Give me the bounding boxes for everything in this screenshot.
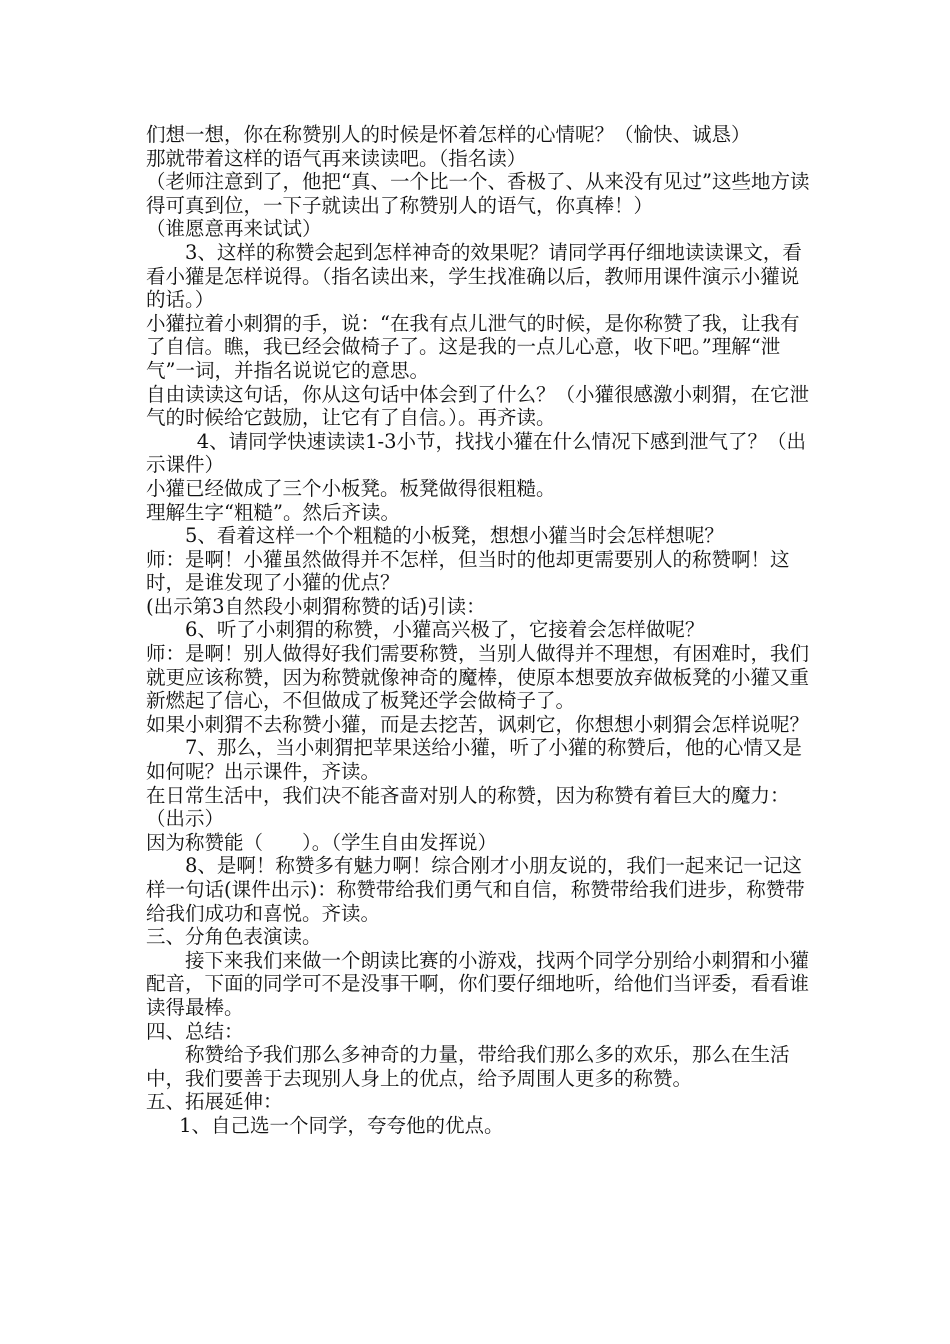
paragraph-10: 理解生字“粗糙”。然后齐读。 bbox=[146, 500, 400, 524]
paragraph-21: 接下来我们来做一个朗读比赛的小游戏，找两个同学分别给小刺猬和小獾配音，下面的同学可不是没事干啊，你们要仔细地听，给他们当评委，看看谁读得最棒。 bbox=[146, 948, 810, 1019]
paragraph-3: （老师注意到了，他把“真、一个比一个、香极了、从来没有见过”这些地方读得可真到位，一下子就读出了称赞别人的语气，你真棒！） bbox=[146, 170, 810, 217]
paragraph-20: 8、是啊！称赞多有魅力啊！综合刚才小朋友说的，我们一起来记一记这样一句话(课件出示)：称赞带给我们勇气和自信，称赞带给我们进步，称赞带给我们成功和喜悦。齐读。 bbox=[146, 854, 805, 925]
paragraph-18: 在日常生活中，我们决不能吝啬对别人的称赞，因为称赞有着巨大的魔力：（出示） bbox=[146, 783, 790, 831]
paragraph-2: 那就带着这样的语气再来读读吧。（指名读） bbox=[146, 146, 527, 170]
section-heading-5: 五、拓展延伸： bbox=[146, 1090, 283, 1114]
paragraph-22: 称赞给予我们那么多神奇的力量，带给我们那么多的欢乐，那么在生活中，我们要善于去现别人身上的优点，给予周围人更多的称赞。 bbox=[146, 1043, 790, 1090]
paragraph-19: 因为称赞能（ ）。（学生自由发挥说） bbox=[146, 830, 498, 854]
paragraph-14: 6、听了小刺猬的称赞，小獾高兴极了，它接着会怎样做呢？ bbox=[185, 618, 705, 642]
paragraph-5: 3、这样的称赞会起到怎样神奇的效果呢？请同学再仔细地读读课文，看看小獾是怎样说得。（指名读出来，学生找准确以后，教师用课件演示小獾说的话。） bbox=[146, 240, 802, 312]
paragraph-6: 小獾拉着小刺猬的手，说：“在我有点儿泄气的时候，是你称赞了我，让我有了自信。瞧，我已经会做椅子了。这是我的一点儿心意，收下吧。”理解“泄气”一词，并指名说说它的意思。 bbox=[146, 311, 800, 382]
paragraph-11: 5、看着这样一个个粗糙的小板凳，想想小獾当时会怎样想呢？ bbox=[185, 524, 724, 548]
paragraph-13: (出示第3自然段小刺猬称赞的话)引读： bbox=[146, 594, 486, 618]
paragraph-7: 自由读读这句话，你从这句话中体会到了什么？（小獾很感激小刺猬，在它泄气的时候给它鼓励，让它有了自信。）。再齐读。 bbox=[146, 382, 810, 430]
paragraph-9: 小獾已经做成了三个小板凳。板凳做得很粗糙。 bbox=[146, 476, 556, 500]
paragraph-15: 师：是啊！别人做得好我们需要称赞，当别人做得并不理想，有困难时，我们就更应该称赞，因为称赞就像神奇的魔棒，使原本想要放弃做板凳的小獾又重新燃起了信心，不但做成了板凳还学会做椅子了。 bbox=[146, 642, 810, 713]
paragraph-1: 们想一想，你在称赞别人的时候是怀着怎样的心情呢？（愉快、诚恳） bbox=[146, 123, 751, 146]
paragraph-4: （谁愿意再来试试） bbox=[146, 217, 322, 241]
paragraph-8: 4、请同学快速读读1-3小节，找找小獾在什么情况下感到泄气了？（出示课件） bbox=[146, 429, 806, 477]
paragraph-12: 师：是啊！小獾虽然做得并不怎样，但当时的他却更需要别人的称赞啊！这时，是谁发现了小獾的优点？ bbox=[146, 547, 790, 595]
section-heading-4: 四、总结： bbox=[146, 1019, 244, 1043]
document-body bbox=[146, 123, 818, 1138]
section-heading-3: 三、分角色表演读。 bbox=[146, 925, 322, 949]
paragraph-16: 如果小刺猬不去称赞小獾，而是去挖苦，讽刺它，你想想小刺猬会怎样说呢？ bbox=[146, 712, 810, 736]
paragraph-17: 7、那么，当小刺猬把苹果送给小獾，听了小獾的称赞后，他的心情又是如何呢？出示课件，齐读。 bbox=[146, 736, 802, 784]
paragraph-23: 1、自己选一个同学，夸夸他的优点。 bbox=[179, 1113, 504, 1137]
